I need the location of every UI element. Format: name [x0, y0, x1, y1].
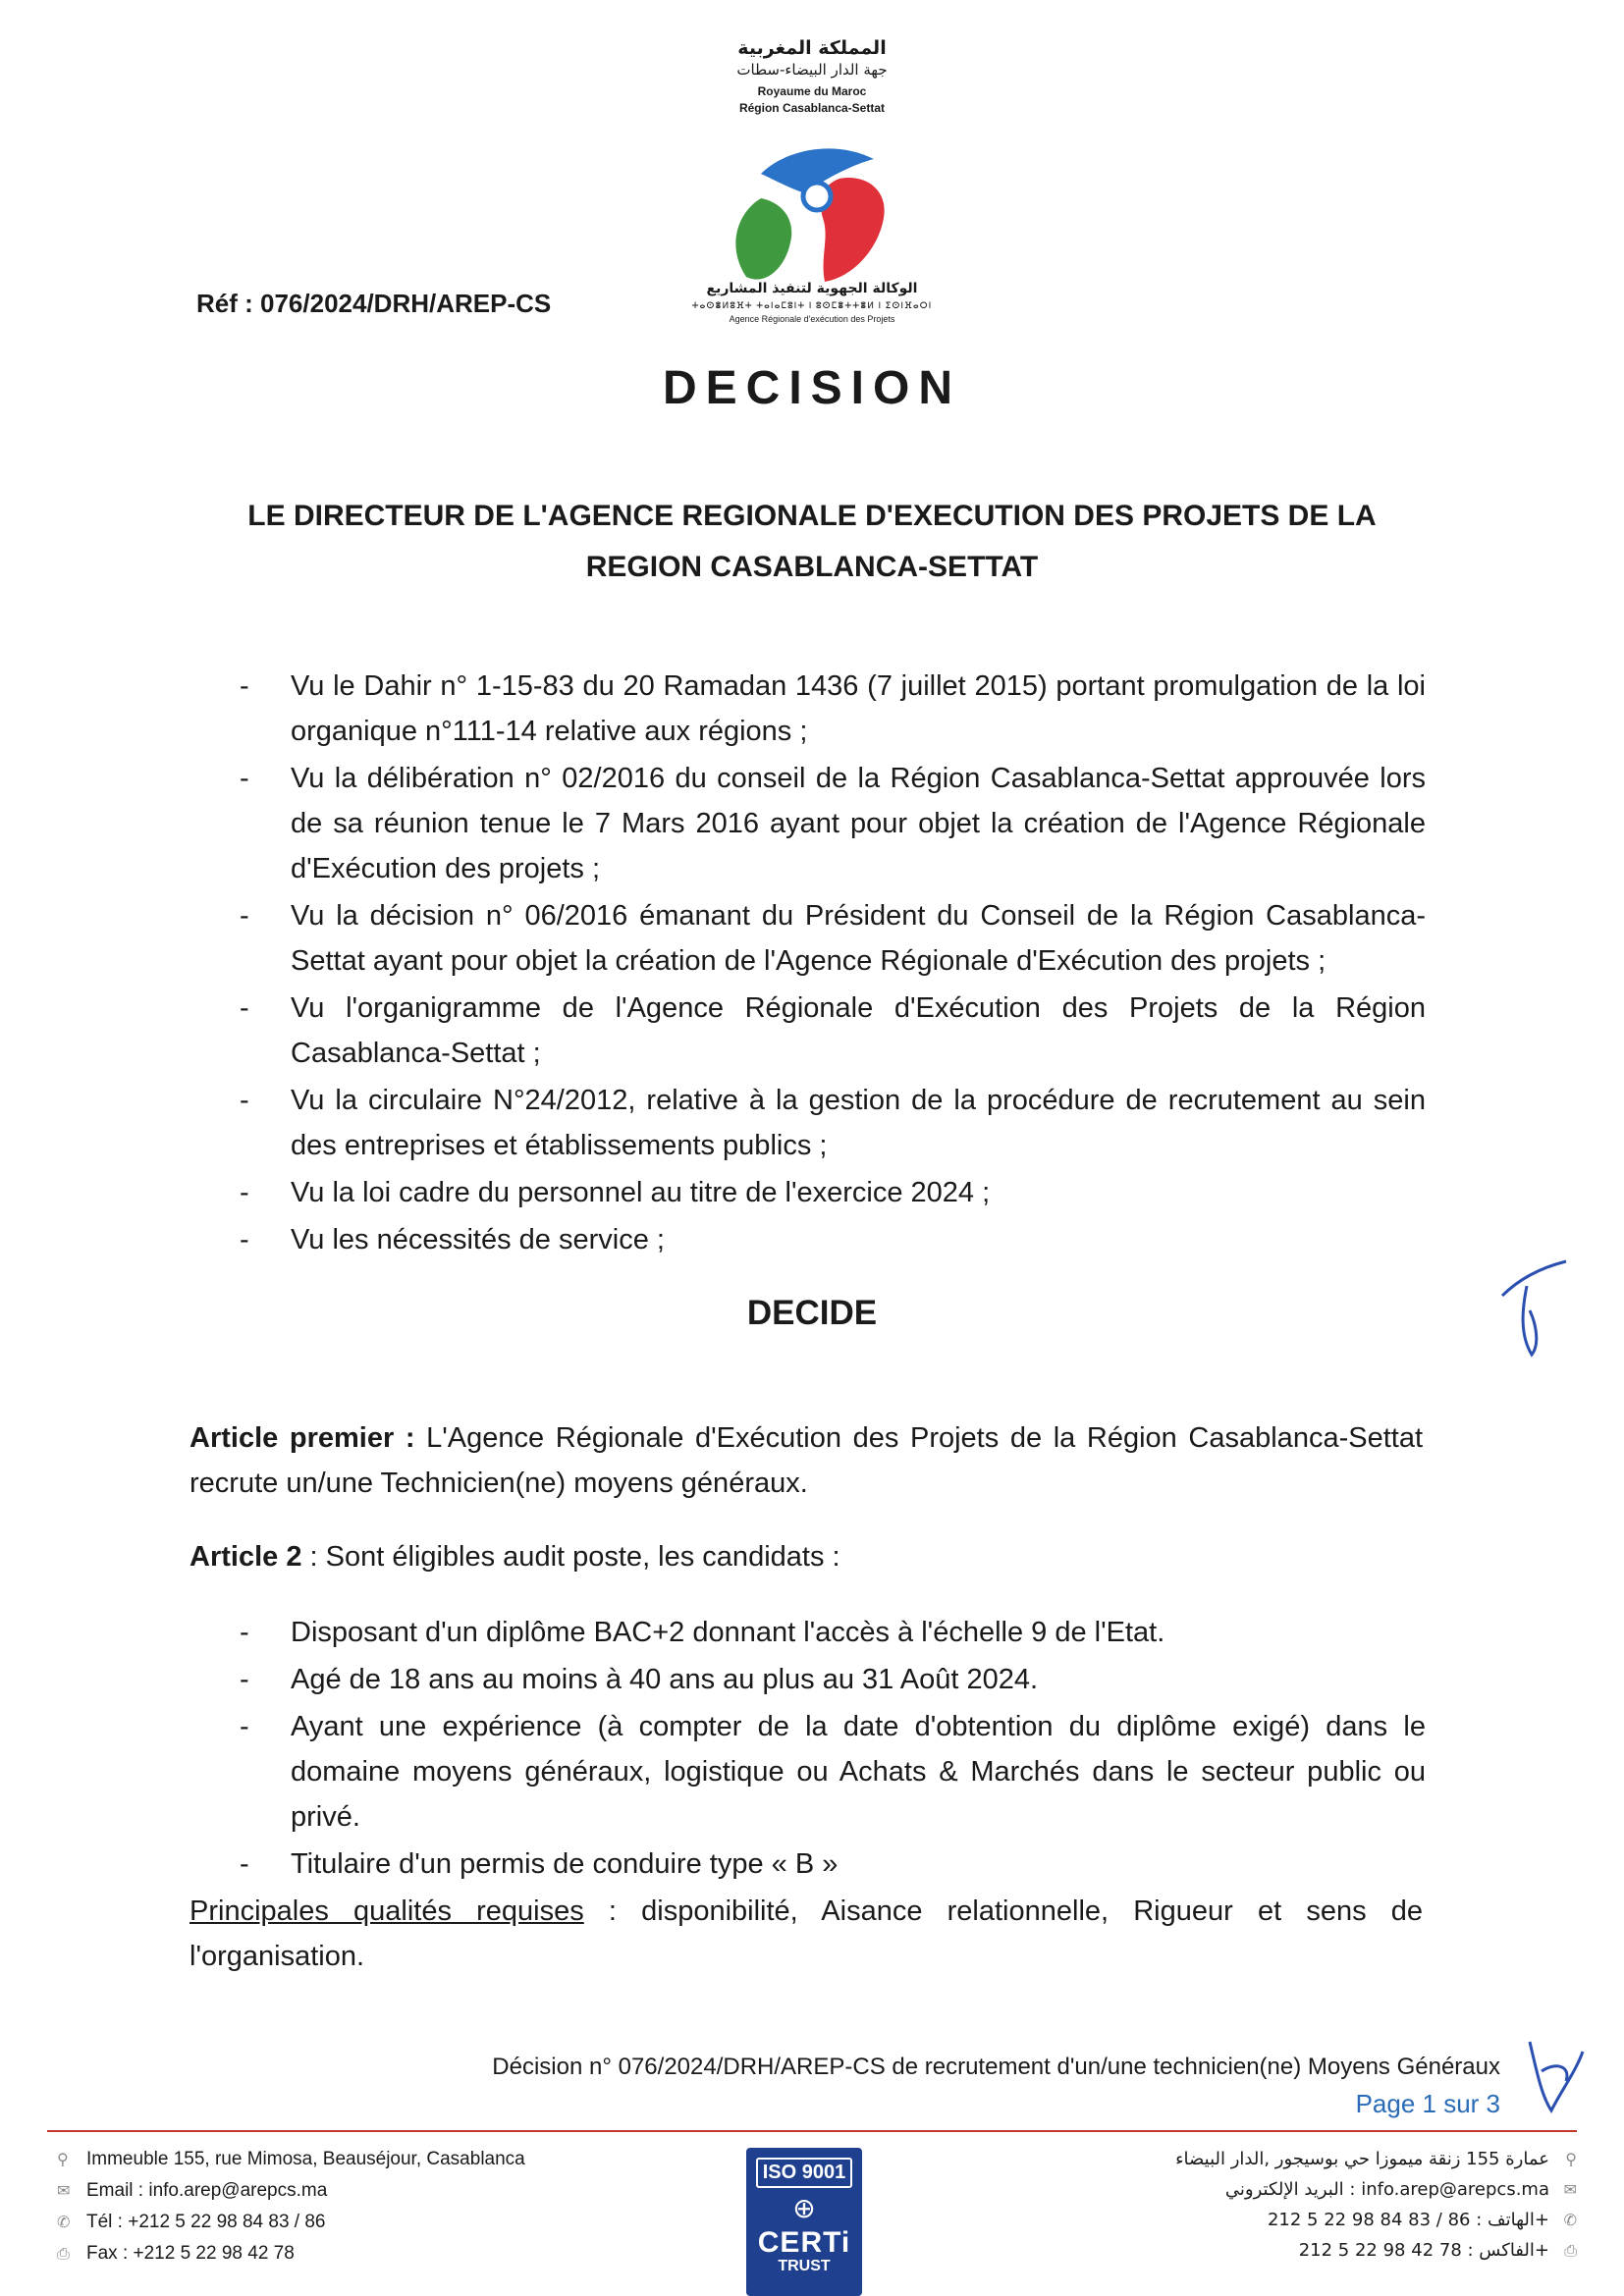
decide-heading: DECIDE	[746, 1294, 878, 1332]
bullet-dash: -	[240, 1711, 249, 1742]
director-heading: LE DIRECTEUR DE L'AGENCE REGIONALE D'EXECUTION DES PROJETS DE LA REGION CASABLANCA-SETTAT	[247, 500, 1377, 583]
envelope-icon: ✉	[1563, 2180, 1577, 2199]
footer-divider	[47, 2130, 1577, 2132]
globe-icon: ⊕	[792, 2193, 816, 2223]
fax-icon: ⎙	[1564, 2241, 1577, 2260]
qualities-text: : disponibilité, Aisance relationnelle, Rigueur et sens de l'organisation.	[189, 1896, 1423, 1972]
article-2	[189, 1534, 1423, 1579]
considerations-list	[240, 664, 1426, 1264]
handwritten-signature-mark	[1522, 2012, 1591, 2120]
article-premier	[189, 1415, 1423, 1506]
bullet-dash: -	[240, 763, 249, 794]
kingdom-arabic: المملكة المغربية	[737, 37, 887, 59]
address-row: ⚲ Immeuble 155, rue Mimosa, Beauséjour, Casablanca	[57, 2144, 525, 2175]
bullet-dash: -	[240, 1177, 249, 1208]
bullet-dash: -	[240, 992, 249, 1024]
logo-circle	[803, 183, 831, 210]
list-item: - Vu la loi cadre du personnel au titre de l'exercice 2024 ;	[240, 1170, 1426, 1215]
bullet-dash: -	[240, 670, 249, 702]
bullet-dash: -	[240, 1664, 249, 1695]
certifier-sub: TRUST	[778, 2258, 831, 2274]
list-item: - Vu la délibération n° 02/2016 du conseil de la Région Casablanca-Settat approuvée lors de sa réunion tenue le 7 Mars 2016 ayant pour objet la création de l'Agence Régionale d'Exécution des projets ;	[240, 756, 1426, 891]
phone-icon: ✆	[57, 2215, 71, 2231]
bullet-dash: -	[240, 900, 249, 932]
location-pin-icon: ⚲	[1565, 2150, 1577, 2168]
phone-icon: ✆	[1563, 2211, 1577, 2229]
fax-row: ⎙ Fax : +212 5 22 98 42 78	[57, 2238, 525, 2269]
contact-arabic	[1175, 2144, 1577, 2266]
agency-name-arabic: الوكالة الجهوية لتنفيذ المشاريع	[706, 281, 918, 296]
required-qualities	[189, 1889, 1423, 1979]
certifier-brand: CERTi	[757, 2226, 851, 2259]
list-item: - Vu la décision n° 06/2016 émanant du Président du Conseil de la Région Casablanca-Settat ayant pour objet la création de l'Agence Régionale d'Exécution des projets ;	[240, 893, 1426, 984]
region-arabic: جهة الدار البيضاء-سطات	[736, 61, 888, 79]
list-item: - Agé de 18 ans au moins à 40 ans au plus au 31 Août 2024.	[240, 1657, 1426, 1702]
bullet-dash: -	[240, 1617, 249, 1648]
reference-number: Réf : 076/2024/DRH/AREP-CS	[196, 289, 552, 318]
agency-logo	[707, 120, 903, 285]
fax-icon: ⎙	[57, 2246, 70, 2263]
qualities-label: Principales qualités requises	[189, 1896, 584, 1927]
article-label: Article 2	[189, 1541, 302, 1573]
contact-french	[57, 2144, 525, 2269]
envelope-icon: ✉	[57, 2183, 71, 2200]
phone-row: الهاتف : 86 / 83 84 98 22 5 212+ ✆	[1175, 2205, 1577, 2235]
eligibility-criteria-list	[240, 1610, 1426, 1889]
footer-decision-reference: Décision n° 076/2024/DRH/AREP-CS de recrutement d'un/une technicien(ne) Moyens Généraux	[492, 2054, 1500, 2080]
address-row: عمارة 155 زنقة ميموزا حي بوسيجور ,الدار البيضاء ⚲	[1175, 2144, 1577, 2174]
logo-green-shape	[735, 198, 791, 280]
list-item: - Vu les nécessités de service ;	[240, 1217, 1426, 1262]
list-item: - Vu le Dahir n° 1-15-83 du 20 Ramadan 1436 (7 juillet 2015) portant promulgation de la loi organique n°111-14 relative aux régions ;	[240, 664, 1426, 754]
agency-name-tifinagh: ⵜⴰⵙⴻⵍⵓⴼⵜ ⵜⴰⵏⴰⵎⵓⵏⵜ ⵏ ⵓⵙⵎⴻⵜⵜⴻⵍ ⵏ ⵉⵙⵏⴼⴰⵔⵏ	[691, 300, 933, 310]
email-row: البريد الإلكتروني : info.arep@arepcs.ma ✉	[1175, 2174, 1577, 2205]
article-label: Article premier :	[189, 1422, 415, 1454]
bullet-dash: -	[240, 1085, 249, 1116]
fax-row: الفاكس : 78 42 98 22 5 212+ ⎙	[1175, 2235, 1577, 2266]
list-item: - Titulaire d'un permis de conduire type « B »	[240, 1842, 1426, 1887]
bullet-dash: -	[240, 1848, 249, 1880]
phone-row: ✆ Tél : +212 5 22 98 84 83 / 86	[57, 2207, 525, 2238]
list-item: - Vu la circulaire N°24/2012, relative à la gestion de la procédure de recrutement au sein des entreprises et établissements publics ;	[240, 1078, 1426, 1168]
list-item: - Vu l'organigramme de l'Agence Régionale d'Exécution des Projets de la Région Casablanca-Settat ;	[240, 986, 1426, 1076]
list-item: - Disposant d'un diplôme BAC+2 donnant l'accès à l'échelle 9 de l'Etat.	[240, 1610, 1426, 1655]
iso-standard: ISO 9001	[756, 2158, 852, 2188]
article-text: : Sont éligibles audit poste, les candidats :	[301, 1541, 840, 1573]
bullet-dash: -	[240, 1224, 249, 1255]
document-title: DECISION	[662, 362, 962, 414]
region-french: Région Casablanca-Settat	[738, 101, 886, 115]
list-item: - Ayant une expérience (à compter de la date d'obtention du diplôme exigé) dans le domaine moyens généraux, logistique ou Achats & Marchés dans le secteur public ou privé.	[240, 1704, 1426, 1840]
article-text: L'Agence Régionale d'Exécution des Projets de la Région Casablanca-Settat recrute un/une Technicien(ne) moyens généraux.	[189, 1422, 1423, 1499]
email-row: ✉ Email : info.arep@arepcs.ma	[57, 2175, 525, 2207]
iso-certification-badge	[746, 2148, 862, 2296]
agency-name-french: Agence Régionale d'exécution des Projets	[729, 314, 895, 324]
page-number: Page 1 sur 3	[1355, 2089, 1500, 2118]
location-pin-icon: ⚲	[57, 2152, 69, 2168]
kingdom-french: Royaume du Maroc	[757, 84, 867, 98]
